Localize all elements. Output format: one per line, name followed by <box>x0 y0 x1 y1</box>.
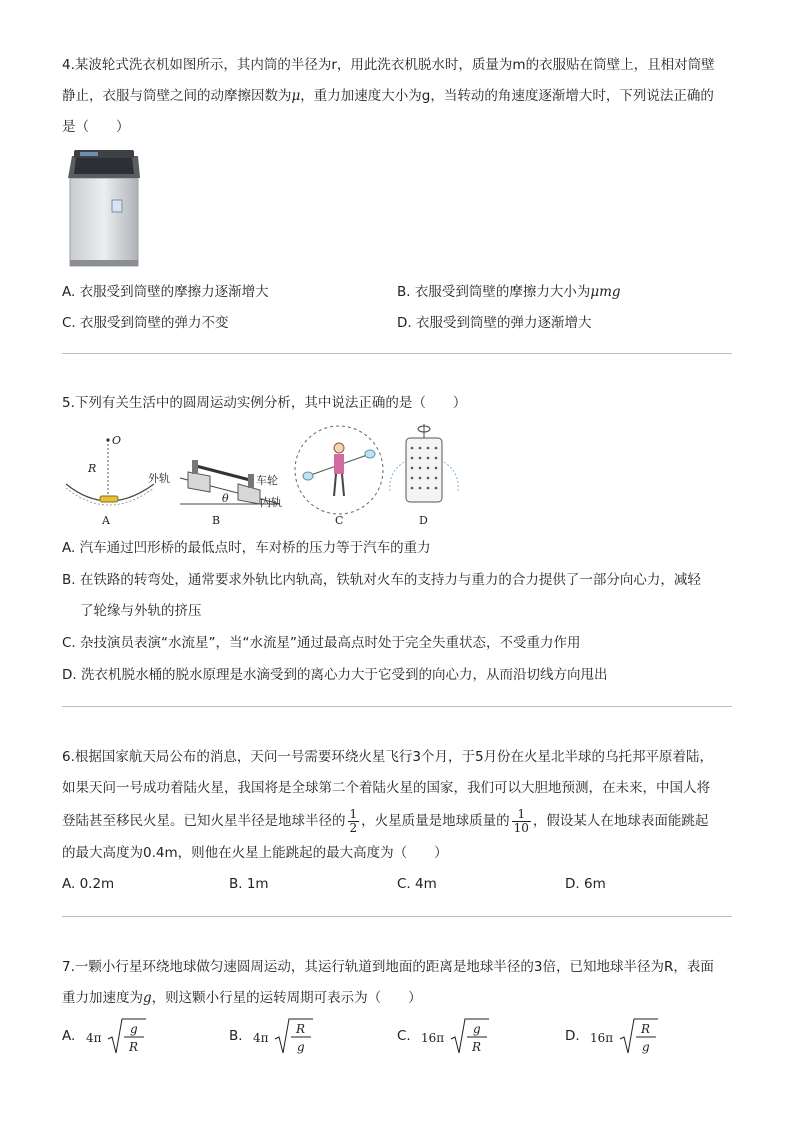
q4-option-a[interactable]: A. 衣服受到筒壁的摩擦力逐渐增大 <box>62 284 269 300</box>
q7-line2 <box>62 983 730 1014</box>
label-d: D <box>419 514 428 527</box>
question-4-stem <box>62 50 730 143</box>
figure-c-water-meteor <box>295 426 383 527</box>
question-7-stem <box>62 952 730 1014</box>
q4-option-d[interactable]: D. 衣服受到筒壁的弹力逐渐增大 <box>397 315 592 331</box>
q7-c-label: C. <box>397 1028 411 1044</box>
q6-line3 <box>62 804 730 838</box>
q5-option-b-line1[interactable]: B. 在铁路的转弯处，通常要求外轨比内轨高，铁轨对火车的支持力与重力的合力提供了一部分向心力，减轻 <box>62 572 701 588</box>
q4-option-b[interactable] <box>397 282 621 302</box>
q7-option-c[interactable] <box>397 1014 491 1058</box>
label-o: O <box>112 434 122 447</box>
q7-line2a: 重力加速度为 <box>62 990 143 1006</box>
num-b: R <box>295 1022 305 1036</box>
q6-option-a[interactable]: A. 0.2m <box>62 876 115 892</box>
label-c: C <box>335 514 344 527</box>
num-a: g <box>129 1022 138 1036</box>
q6-line3b: ，火星质量是地球质量的 <box>361 813 510 829</box>
washing-machine-image <box>64 148 144 270</box>
q4-line1: 4.某波轮式洗衣机如图所示，其内筒的半径为r，用此洗衣机脱水时，质量为m的衣服贴在筒壁上，且相对筒壁 <box>62 57 715 73</box>
figure-a-concave-bridge <box>66 434 154 527</box>
g-symbol: g <box>143 990 152 1006</box>
q7-b-label: B. <box>229 1028 243 1044</box>
frac2-num: 1 <box>512 808 531 822</box>
label-theta: θ <box>222 492 229 505</box>
q5-figure <box>62 422 472 532</box>
question-6-stem <box>62 742 730 869</box>
q6-option-b[interactable]: B. 1m <box>229 876 269 892</box>
frac1-den: 2 <box>349 820 358 835</box>
q5-option-c[interactable]: C. 杂技演员表演“水流星”，当“水流星”通过最高点时处于完全失重状态，不受重力作用 <box>62 635 581 651</box>
q4-line2a: 静止，衣服与筒壁之间的动摩擦因数为 <box>62 88 292 104</box>
q5-option-a[interactable]: A. 汽车通过凹形桥的最低点时，车对桥的压力等于汽车的重力 <box>62 540 431 556</box>
q5-option-d[interactable]: D. 洗衣机脱水桶的脱水原理是水滴受到的离心力大于它受到的向心力，从而沿切线方向甩出 <box>62 667 608 683</box>
label-wheel: 车轮 <box>256 474 278 487</box>
q7-a-label: A. <box>62 1028 76 1044</box>
frac1-num: 1 <box>349 806 358 821</box>
formula-c <box>421 1015 491 1057</box>
label-r: R <box>88 462 97 475</box>
q4-option-b-math: μmg <box>590 284 621 300</box>
q7-option-d[interactable] <box>565 1014 660 1058</box>
q7-line2b: ，则这颗小行星的运转周期可表示为（ ） <box>151 990 422 1006</box>
frac2-den: 10 <box>513 820 529 835</box>
figure-b-railway <box>148 460 282 527</box>
formula-b <box>253 1015 315 1057</box>
q4-line3: 是（ ） <box>62 119 130 135</box>
q6-line3c: ，假设某人在地球表面能跳起 <box>532 813 709 829</box>
label-outer-rail: 外轨 <box>148 472 170 485</box>
divider <box>62 353 732 354</box>
coef-a: 4π <box>85 1031 102 1045</box>
q6-line3a: 登陆甚至移民火星。已知火星半径是地球半径的 <box>62 813 346 829</box>
q6-option-c[interactable]: C. 4m <box>397 876 437 892</box>
q4-line2 <box>62 81 730 112</box>
q4-option-b-text: B. 衣服受到筒壁的摩擦力大小为 <box>397 284 591 300</box>
num-c: g <box>473 1022 481 1036</box>
mu-symbol: μ <box>291 88 301 104</box>
divider <box>62 916 732 917</box>
q7-d-label: D. <box>565 1028 580 1044</box>
q7-option-a[interactable] <box>62 1014 148 1058</box>
q4-line2b: ，重力加速度大小为g，当转动的角速度逐渐增大时，下列说法正确的 <box>300 88 714 104</box>
q6-line4: 的最大高度为0.4m，则他在火星上能跳起的最大高度为（ ） <box>62 845 448 861</box>
den-c: R <box>472 1040 482 1054</box>
formula-a <box>86 1015 148 1057</box>
q6-option-d[interactable]: D. 6m <box>565 876 606 892</box>
divider <box>62 706 732 707</box>
q7-line1: 7.一颗小行星环绕地球做匀速圆周运动，其运行轨道到地面的距离是地球半径的3倍，已知地球半径为R，表面 <box>62 959 714 975</box>
q6-line1: 6.根据国家航天局公布的消息，天问一号需要环绕火星飞行3个月，于5月份在火星北半球的乌托邦平原着陆， <box>62 749 714 765</box>
figure-d-spin-drum <box>390 424 458 527</box>
fraction-one-tenth <box>512 808 531 835</box>
label-b: B <box>212 514 221 527</box>
coef-c: 16π <box>421 1031 445 1045</box>
coef-b: 4π <box>252 1031 269 1045</box>
q7-option-b[interactable] <box>229 1014 315 1058</box>
num-d: R <box>640 1022 651 1036</box>
label-a: A <box>102 514 110 527</box>
q4-option-c[interactable]: C. 衣服受到筒壁的弹力不变 <box>62 315 229 331</box>
fraction-one-half <box>348 808 360 835</box>
den-b: g <box>296 1040 305 1054</box>
coef-d: 16π <box>589 1031 614 1045</box>
formula-d <box>590 1015 660 1057</box>
label-inner-rail: 内轨 <box>260 496 282 509</box>
q6-line2: 如果天问一号成功着陆火星，我国将是全球第二个着陆火星的国家，我们可以大胆地预测，在未来，中国人将 <box>62 780 710 796</box>
q5-option-b-line2: 了轮缘与外轨的挤压 <box>80 603 202 619</box>
den-d: g <box>641 1040 650 1054</box>
den-a: R <box>128 1040 138 1054</box>
question-5-stem: 5.下列有关生活中的圆周运动实例分析，其中说法正确的是（ ） <box>62 395 467 411</box>
